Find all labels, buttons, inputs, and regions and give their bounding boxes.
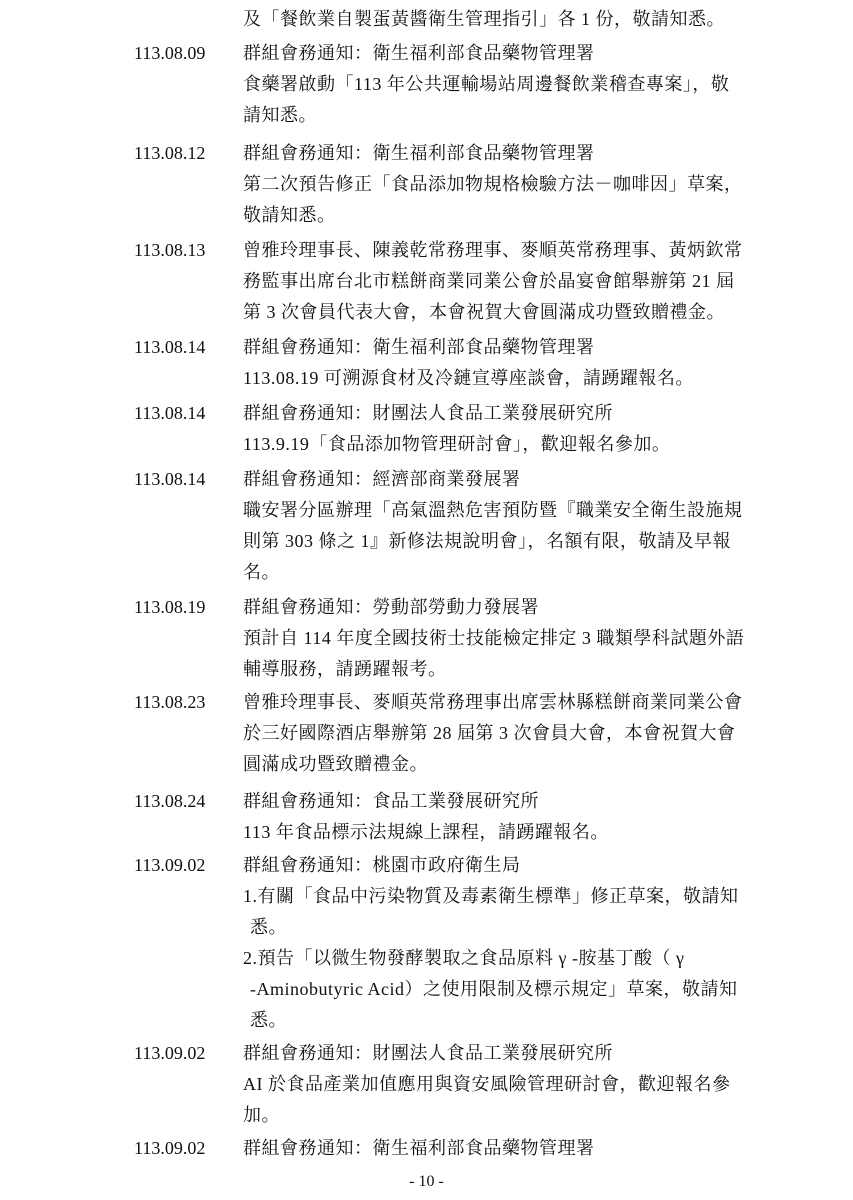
entry-line: AI 於食品產業加值應用與資安風險管理研討會，歡迎報名參 xyxy=(243,1074,731,1094)
entry-line: 務監事出席台北市糕餅商業同業公會於晶宴會館舉辦第 21 屆 xyxy=(243,271,735,291)
entry-line: 曾雅玲理事長、麥順英常務理事出席雲林縣糕餅商業同業公會 xyxy=(243,692,743,712)
entry-date: 113.08.23 xyxy=(134,692,206,712)
entry-line: 群組會務通知：食品工業發展研究所 xyxy=(243,791,539,811)
entry-line: 群組會務通知：經濟部商業發展署 xyxy=(243,469,521,489)
entry-date: 113.09.02 xyxy=(134,1138,206,1158)
entry-line: 輔導服務，請踴躍報考。 xyxy=(243,659,447,679)
entry-date: 113.09.02 xyxy=(134,1043,206,1063)
entry-date: 113.08.24 xyxy=(134,791,206,811)
entry-line: 悉。 xyxy=(250,917,287,937)
entry-line: 113.08.19 可溯源食材及冷鏈宣導座談會，請踴躍報名。 xyxy=(243,368,694,388)
entry-date: 113.08.13 xyxy=(134,240,206,260)
page-number: - 10 - xyxy=(409,1173,444,1190)
entry-line: 預計自 114 年度全國技術士技能檢定排定 3 職類學科試題外語 xyxy=(243,628,745,648)
entry-line: 曾雅玲理事長、陳義乾常務理事、麥順英常務理事、黃炳欽常 xyxy=(243,240,743,260)
entry-line: 113 年食品標示法規線上課程，請踴躍報名。 xyxy=(243,822,609,842)
entry-date: 113.08.14 xyxy=(134,469,206,489)
entry-date: 113.08.12 xyxy=(134,143,206,163)
entry-line: 群組會務通知：衛生福利部食品藥物管理署 xyxy=(243,43,595,63)
entry-date: 113.09.02 xyxy=(134,855,206,875)
entry-line: 群組會務通知：桃園市政府衛生局 xyxy=(243,855,521,875)
entry-line: 食藥署啟動「113 年公共運輸場站周邊餐飲業稽查專案」，敬 xyxy=(243,74,730,94)
entry-line: 群組會務通知：衛生福利部食品藥物管理署 xyxy=(243,143,595,163)
entry-line: 悉。 xyxy=(250,1010,287,1030)
entry-line: 113.9.19「食品添加物管理研討會」，歡迎報名參加。 xyxy=(243,434,671,454)
entry-line: 第二次預告修正「食品添加物規格檢驗方法－咖啡因」草案， xyxy=(243,174,743,194)
continuation-line: 及「餐飲業自製蛋黃醬衛生管理指引」各 1 份，敬請知悉。 xyxy=(243,9,725,29)
entry-date: 113.08.09 xyxy=(134,43,206,63)
entry-line: 群組會務通知：衛生福利部食品藥物管理署 xyxy=(243,1138,595,1158)
entry-line: 加。 xyxy=(243,1105,280,1125)
entry-line: 群組會務通知：財團法人食品工業發展研究所 xyxy=(243,1043,613,1063)
entry-line: 於三好國際酒店舉辦第 28 屆第 3 次會員大會，本會祝賀大會 xyxy=(243,723,736,743)
entry-line: 群組會務通知：財團法人食品工業發展研究所 xyxy=(243,403,613,423)
entry-line: 群組會務通知：勞動部勞動力發展署 xyxy=(243,597,539,617)
entry-date: 113.08.19 xyxy=(134,597,206,617)
entry-line: 則第 303 條之 1』新修法規說明會」，名額有限，敬請及早報 xyxy=(243,531,731,551)
entry-line: 名。 xyxy=(243,562,280,582)
entry-line: 職安署分區辦理「高氣溫熱危害預防暨『職業安全衛生設施規 xyxy=(243,500,743,520)
entry-line: 圓滿成功暨致贈禮金。 xyxy=(243,754,428,774)
entry-line: 1.有關「食品中污染物質及毒素衛生標準」修正草案，敬請知 xyxy=(243,886,739,906)
entry-line: 第 3 次會員代表大會，本會祝賀大會圓滿成功暨致贈禮金。 xyxy=(243,302,725,322)
entry-line: 2.預告「以微生物發酵製取之食品原料 γ -胺基丁酸（ γ xyxy=(243,948,685,968)
entry-line: 群組會務通知：衛生福利部食品藥物管理署 xyxy=(243,337,595,357)
entry-date: 113.08.14 xyxy=(134,403,206,423)
entry-line: -Aminobutyric Acid）之使用限制及標示規定」草案，敬請知 xyxy=(250,979,738,999)
entry-line: 請知悉。 xyxy=(243,105,317,125)
entry-line: 敬請知悉。 xyxy=(243,205,336,225)
entry-date: 113.08.14 xyxy=(134,337,206,357)
